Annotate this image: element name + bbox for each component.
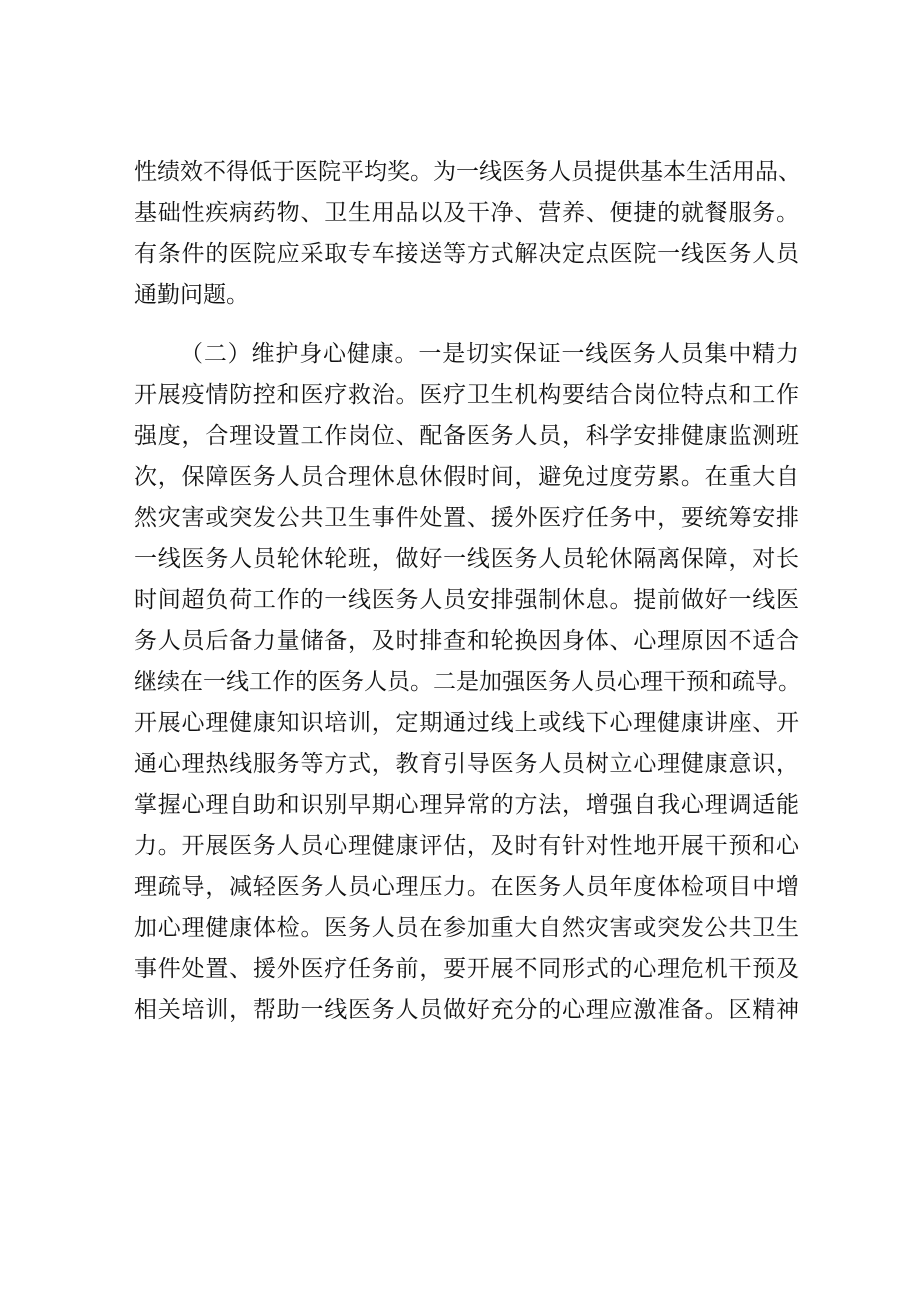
text-line: 继续在一线工作的医务人员。二是加强医务人员心理干预和疏导。 <box>134 669 801 695</box>
text-line: 开展心理健康知识培训，定期通过线上或线下心理健康讲座、开 <box>134 710 799 736</box>
text-line: 然灾害或突发公共卫生事件处置、援外医疗任务中，要统筹安排 <box>134 505 799 531</box>
text-line: 基础性疾病药物、卫生用品以及干净、营养、便捷的就餐服务。 <box>134 200 799 226</box>
text-line: 性绩效不得低于医院平均奖。为一线医务人员提供基本生活用品、 <box>134 159 801 185</box>
text-line: 掌握心理自助和识别早期心理异常的方法，增强自我心理调适能 <box>134 792 799 818</box>
paragraph <box>134 334 799 1031</box>
text-line: 次，保障医务人员合理休息休假时间，避免过度劳累。在重大自 <box>134 464 799 490</box>
text-line: 一线医务人员轮休轮班，做好一线医务人员轮休隔离保障，对长 <box>134 546 799 572</box>
text-line: 时间超负荷工作的一线医务人员安排强制休息。提前做好一线医 <box>134 587 799 613</box>
paragraph <box>134 152 799 316</box>
text-line: 通勤问题。 <box>134 282 249 308</box>
text-line: 通心理热线服务等方式，教育引导医务人员树立心理健康意识， <box>134 751 799 777</box>
text-line: 事件处置、援外医疗任务前，要开展不同形式的心理危机干预及 <box>134 956 799 982</box>
text-line: 强度，合理设置工作岗位、配备医务人员，科学安排健康监测班 <box>134 423 799 449</box>
body-text <box>134 152 799 1031</box>
text-line: 理疏导，减轻医务人员心理压力。在医务人员年度体检项目中增 <box>134 874 799 900</box>
text-line: （二）维护身心健康。一是切实保证一线医务人员集中精力 <box>180 341 799 367</box>
text-line: 加心理健康体检。医务人员在参加重大自然灾害或突发公共卫生 <box>134 915 799 941</box>
text-line: 开展疫情防控和医疗救治。医疗卫生机构要结合岗位特点和工作 <box>134 382 799 408</box>
text-line: 务人员后备力量储备，及时排查和轮换因身体、心理原因不适合 <box>134 628 799 654</box>
text-line: 有条件的医院应采取专车接送等方式解决定点医院一线医务人员 <box>134 241 799 267</box>
paragraph-gap <box>134 316 799 334</box>
text-line: 力。开展医务人员心理健康评估，及时有针对性地开展干预和心 <box>134 833 799 859</box>
text-line: 相关培训，帮助一线医务人员做好充分的心理应激准备。区精神 <box>134 997 799 1023</box>
